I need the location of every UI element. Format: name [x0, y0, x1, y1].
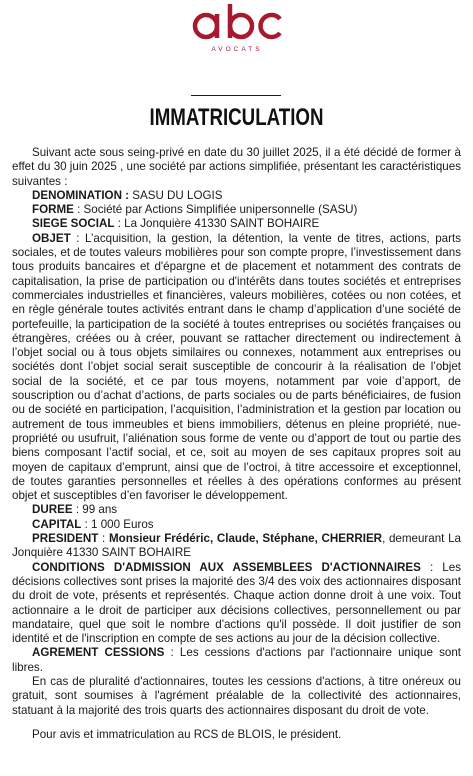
forme-label: FORME	[32, 203, 74, 217]
closing-line: Pour avis et immatriculation au RCS de BLOIS, le président.	[32, 727, 342, 741]
forme-line	[12, 203, 461, 217]
objet-label: OBJET	[32, 231, 71, 245]
conditions-value: : Les décisions collectives sont prises la majorité des 3/4 des voix des actionnaires disposant du droit de vote, présents et représentés. Chaque action donne droit à une voix. Tout actionnaire a le droit de participer aux décisions collectives, personnellement ou par mandataire, quel que soit le nombre d'actions qu'il possède. Il doit justifier de son identité et de l'inscription en compte de ses actions au jour de la décision collective.	[12, 560, 462, 646]
president-value: , demeurant La Jonquière 41330 SAINT BOHAIRE	[12, 532, 461, 560]
notice-body	[12, 146, 461, 742]
siege-label: SIEGE SOCIAL	[32, 217, 115, 231]
president-label: PRESIDENT	[32, 532, 99, 546]
agrement-paragraph	[12, 646, 461, 675]
capital-label: CAPITAL	[32, 517, 82, 531]
title-rule	[191, 95, 281, 96]
abc-logo-icon	[190, 2, 284, 46]
denomination-value: SASU DU LOGIS	[129, 188, 223, 202]
logo-subtitle: AVOCATS	[211, 46, 263, 53]
denomination-label: DENOMINATION :	[32, 188, 130, 202]
president-name: Monsieur Frédéric, Claude, Stéphane, CHERRIER	[108, 532, 383, 546]
forme-value: : Société par Actions Simplifiée unipersonnelle (SASU)	[73, 203, 358, 217]
plurality-paragraph: En cas de pluralité d'actionnaires, toutes les cessions d'actions, à titre onéreux ou gratuit, sont soumises à l'agrément préalable de la collectivité des actionnaires, statuant à la majorité des trois quarts des actionnaires disposant du droit de vote.	[12, 674, 461, 717]
objet-value: : L’acquisition, la gestion, la détention, la vente de titres, actions, parts sociales, et de toutes valeurs mobilières pour son compte propre, l’investissement dans tous produits bancaires et d'épargne et de placement et notamment des contrats de capitalisation, la prise de participation ou d'intérêts dans toutes sociétés et entreprises commerciales industrielles et financières, valeurs mobilières, cotées ou non cotées, et en règle générale toutes activités entrant dans le champ d’application d’une société de portefeuille, la participation de la société à toutes entreprises ou sociétés françaises ou étrangères, créées ou à créer, pouvant se rattacher directement ou indirectement à l’objet social ou à tous objets similaires ou connexes, notamment aux entreprises ou sociétés dont l’objet social serait susceptible de concourir à la réalisation de l’objet social de la société, et ce par tous moyens, notamment par voie d’apport, de souscription ou d’achat d’actions, de parts sociales ou de parts bénéficiaires, de fusion ou de société en participation, l’acquisition, l’administration et la gestion par location ou autrement de tous immeubles et biens immobiliers, détenus en pleine propriété, nue-propriété ou usufruit, l’aliénation sous forme de vente ou d’apport de tout ou partie des biens composant l’actif social, et ce, soit au moyen de ses capitaux propres soit au moyen de capitaux d’emprunt, ainsi que de l’octroi, à titre accessoire et exceptionnel, de toutes garanties personnelles et réelles à des opérations conformes au présent objet et susceptibles d’en favoriser le développement.	[12, 231, 461, 503]
agrement-label: AGREMENT CESSIONS	[32, 646, 165, 660]
agrement-value: : Les cessions d'actions par l'actionnaire unique sont libres.	[12, 646, 461, 674]
conditions-label: CONDITIONS D'ADMISSION AUX ASSEMBLEES D'ACTIONNAIRES	[32, 560, 421, 574]
spacer	[12, 718, 461, 728]
denomination-line	[12, 189, 461, 203]
president-paragraph	[12, 532, 461, 561]
objet-paragraph	[12, 232, 461, 504]
capital-line	[12, 518, 461, 532]
duree-label: DUREE	[32, 503, 73, 517]
firm-logo	[190, 2, 284, 58]
siege-line	[12, 217, 461, 231]
duree-value: : 99 ans	[72, 503, 118, 517]
capital-value: : 1 000 Euros	[81, 517, 154, 531]
siege-value: : La Jonquière 41330 SAINT BOHAIRE	[114, 217, 320, 231]
page-title: IMMATRICULATION	[149, 104, 324, 131]
duree-line	[12, 503, 461, 517]
conditions-paragraph	[12, 561, 461, 647]
intro-paragraph: Suivant acte sous seing-privé en date du 30 juillet 2025, il a été décidé de former à effet du 30 juin 2025 , une société par actions simplifiée, présentant les caractéristiques suivantes :	[12, 146, 461, 188]
president-separator: :	[98, 532, 109, 546]
